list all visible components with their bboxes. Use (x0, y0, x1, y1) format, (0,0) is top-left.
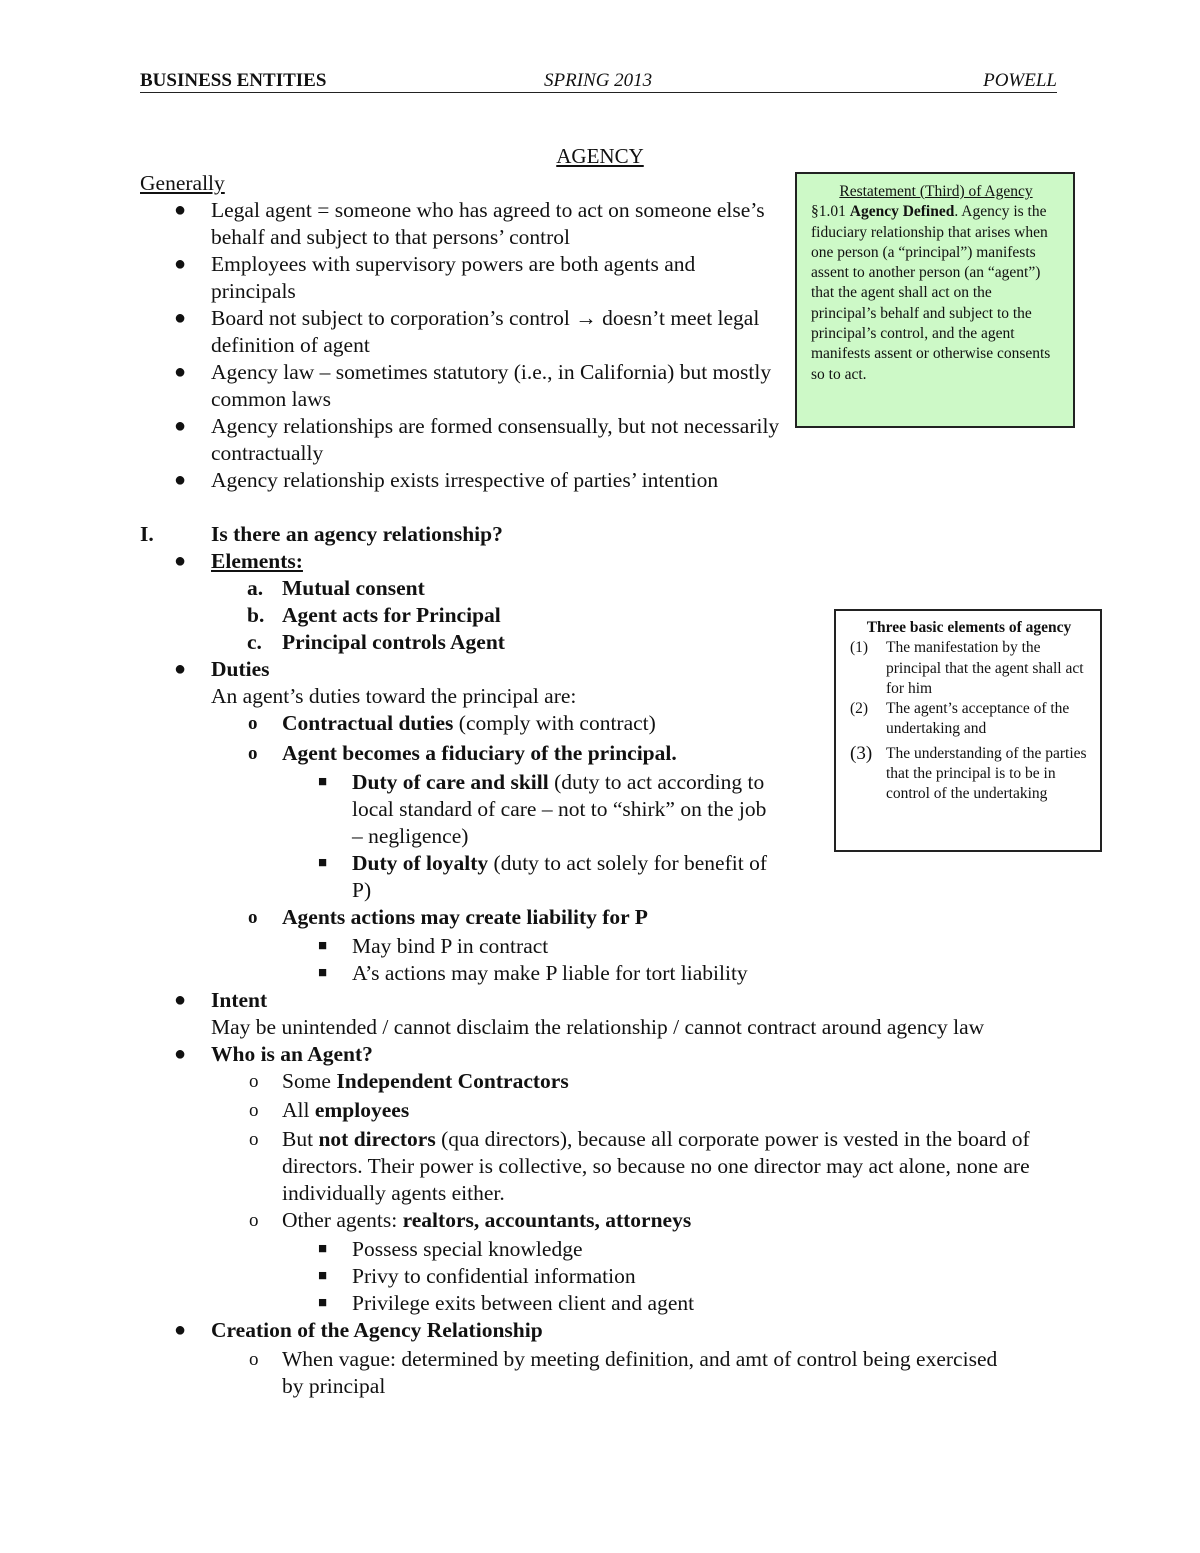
list-item: o Agents actions may create liability for P (248, 905, 648, 929)
list-item: o When vague: determined by meeting definition, and amt of control being exercised by principal (249, 1347, 998, 1398)
list-item: (2) The agent’s acceptance of the undertaking and (850, 700, 1070, 738)
square-bullet-icon: ■ (318, 855, 328, 871)
restatement-title: Restatement (Third) of Agency (839, 183, 1033, 200)
list-item: o Contractual duties (comply with contract) (248, 711, 656, 735)
page-header (140, 70, 1057, 93)
elements-callout-title: Three basic elements of agency (866, 619, 1072, 636)
who-label: ● Who is an Agent? (174, 1042, 373, 1066)
elements-callout (834, 609, 1102, 852)
section-numeral: I. (140, 522, 154, 546)
list-item: ■ May bind P in contract (318, 934, 549, 958)
list-item: a. Mutual consent (247, 576, 425, 600)
square-bullet-icon: ■ (318, 965, 328, 981)
circle-bullet-icon: o (249, 1071, 259, 1092)
list-item: ■ Privilege exits between client and agent (318, 1291, 695, 1315)
list-item: ■ Possess special knowledge (318, 1237, 583, 1261)
square-bullet-icon: ■ (318, 774, 328, 790)
section-title: Is there an agency relationship? (211, 522, 503, 546)
ring-bullet-icon: o (248, 743, 258, 764)
elements-label: ● Elements: (174, 549, 303, 573)
list-item: ■ Duty of care and skill (duty to act according to local standard of care – not to “shirk” on the job – negligence) (318, 770, 767, 848)
generally-heading: Generally (140, 171, 225, 195)
square-bullet-icon: ■ (318, 1295, 328, 1311)
bullet-icon: ● (174, 658, 187, 680)
circle-bullet-icon: o (249, 1100, 259, 1121)
list-item: ● Employees with supervisory powers are both agents and principals (174, 252, 696, 303)
list-item: ■ Privy to confidential information (318, 1264, 636, 1288)
list-item: ■ Duty of loyalty (duty to act solely for benefit of P) (318, 851, 767, 902)
header-course: BUSINESS ENTITIES (140, 70, 327, 91)
bullet-icon: ● (174, 415, 187, 437)
intent-text: May be unintended / cannot disclaim the relationship / cannot contract around agency law (211, 1015, 985, 1039)
list-item: ■ A’s actions may make P liable for tort liability (318, 961, 748, 985)
list-item: ● Agency relationship exists irrespective of parties’ intention (174, 468, 719, 492)
bullet-icon: ● (174, 253, 187, 275)
ring-bullet-icon: o (248, 907, 258, 928)
bullet-icon: ● (174, 989, 187, 1011)
list-item: ● Agency law – sometimes statutory (i.e., in California) but mostly common laws (174, 360, 772, 411)
duties-intro: An agent’s duties toward the principal are: (211, 684, 577, 708)
circle-bullet-icon: o (249, 1210, 259, 1231)
list-item: o Other agents: realtors, accountants, attorneys (249, 1208, 692, 1232)
list-item: b. Agent acts for Principal (247, 603, 501, 627)
duties-label: ● Duties (174, 657, 270, 681)
circle-bullet-icon: o (249, 1129, 259, 1150)
circle-bullet-icon: o (249, 1349, 259, 1370)
bullet-icon: ● (174, 1043, 187, 1065)
list-item: o Agent becomes a fiduciary of the principal. (248, 741, 677, 765)
square-bullet-icon: ■ (318, 1268, 328, 1284)
list-item: o All employees (249, 1098, 410, 1122)
square-bullet-icon: ■ (318, 938, 328, 954)
list-item: o But not directors (qua directors), because all corporate power is vested in the board of directors. Their power is collective, so because no one director may act alone, none are individually agents either. (249, 1127, 1030, 1205)
list-item: o Some Independent Contractors (249, 1069, 569, 1093)
restatement-callout (795, 172, 1075, 428)
bullet-icon: ● (174, 550, 187, 572)
bullet-icon: ● (174, 1319, 187, 1341)
page-title: AGENCY (556, 144, 644, 168)
restatement-text: §1.01 Agency Defined. Agency is the fiduciary relationship that arises when one person (a “principal”) manifests assent to another person (an “agent”) that the agent shall act on the principal’s behalf and subject to the principal’s control, and the agent manifests assent or otherwise consents so to act. (811, 203, 1051, 383)
header-instructor: POWELL (983, 70, 1057, 91)
list-item: (1) The manifestation by the principal that the agent shall act for him (850, 639, 1084, 697)
bullet-icon: ● (174, 361, 187, 383)
section-heading (140, 521, 780, 548)
bullet-icon: ● (174, 469, 187, 491)
bullet-icon: ● (174, 199, 187, 221)
list-item: (3) The understanding of the parties that the principal is to be in control of the undertaking (850, 742, 1087, 803)
header-term: SPRING 2013 (544, 70, 653, 91)
list-item: c. Principal controls Agent (247, 630, 505, 654)
list-item: ● Agency relationships are formed consensually, but not necessarily contractually (174, 414, 780, 465)
creation-label: ● Creation of the Agency Relationship (174, 1318, 543, 1342)
ring-bullet-icon: o (248, 713, 258, 734)
bullet-icon: ● (174, 307, 187, 329)
list-item: ● Legal agent = someone who has agreed to act on someone else’s behalf and subject to that persons’ control (174, 198, 765, 249)
square-bullet-icon: ■ (318, 1241, 328, 1257)
list-item: ● Board not subject to corporation’s control → doesn’t meet legal definition of agent (174, 306, 760, 357)
intent-label: ● Intent (174, 988, 268, 1012)
